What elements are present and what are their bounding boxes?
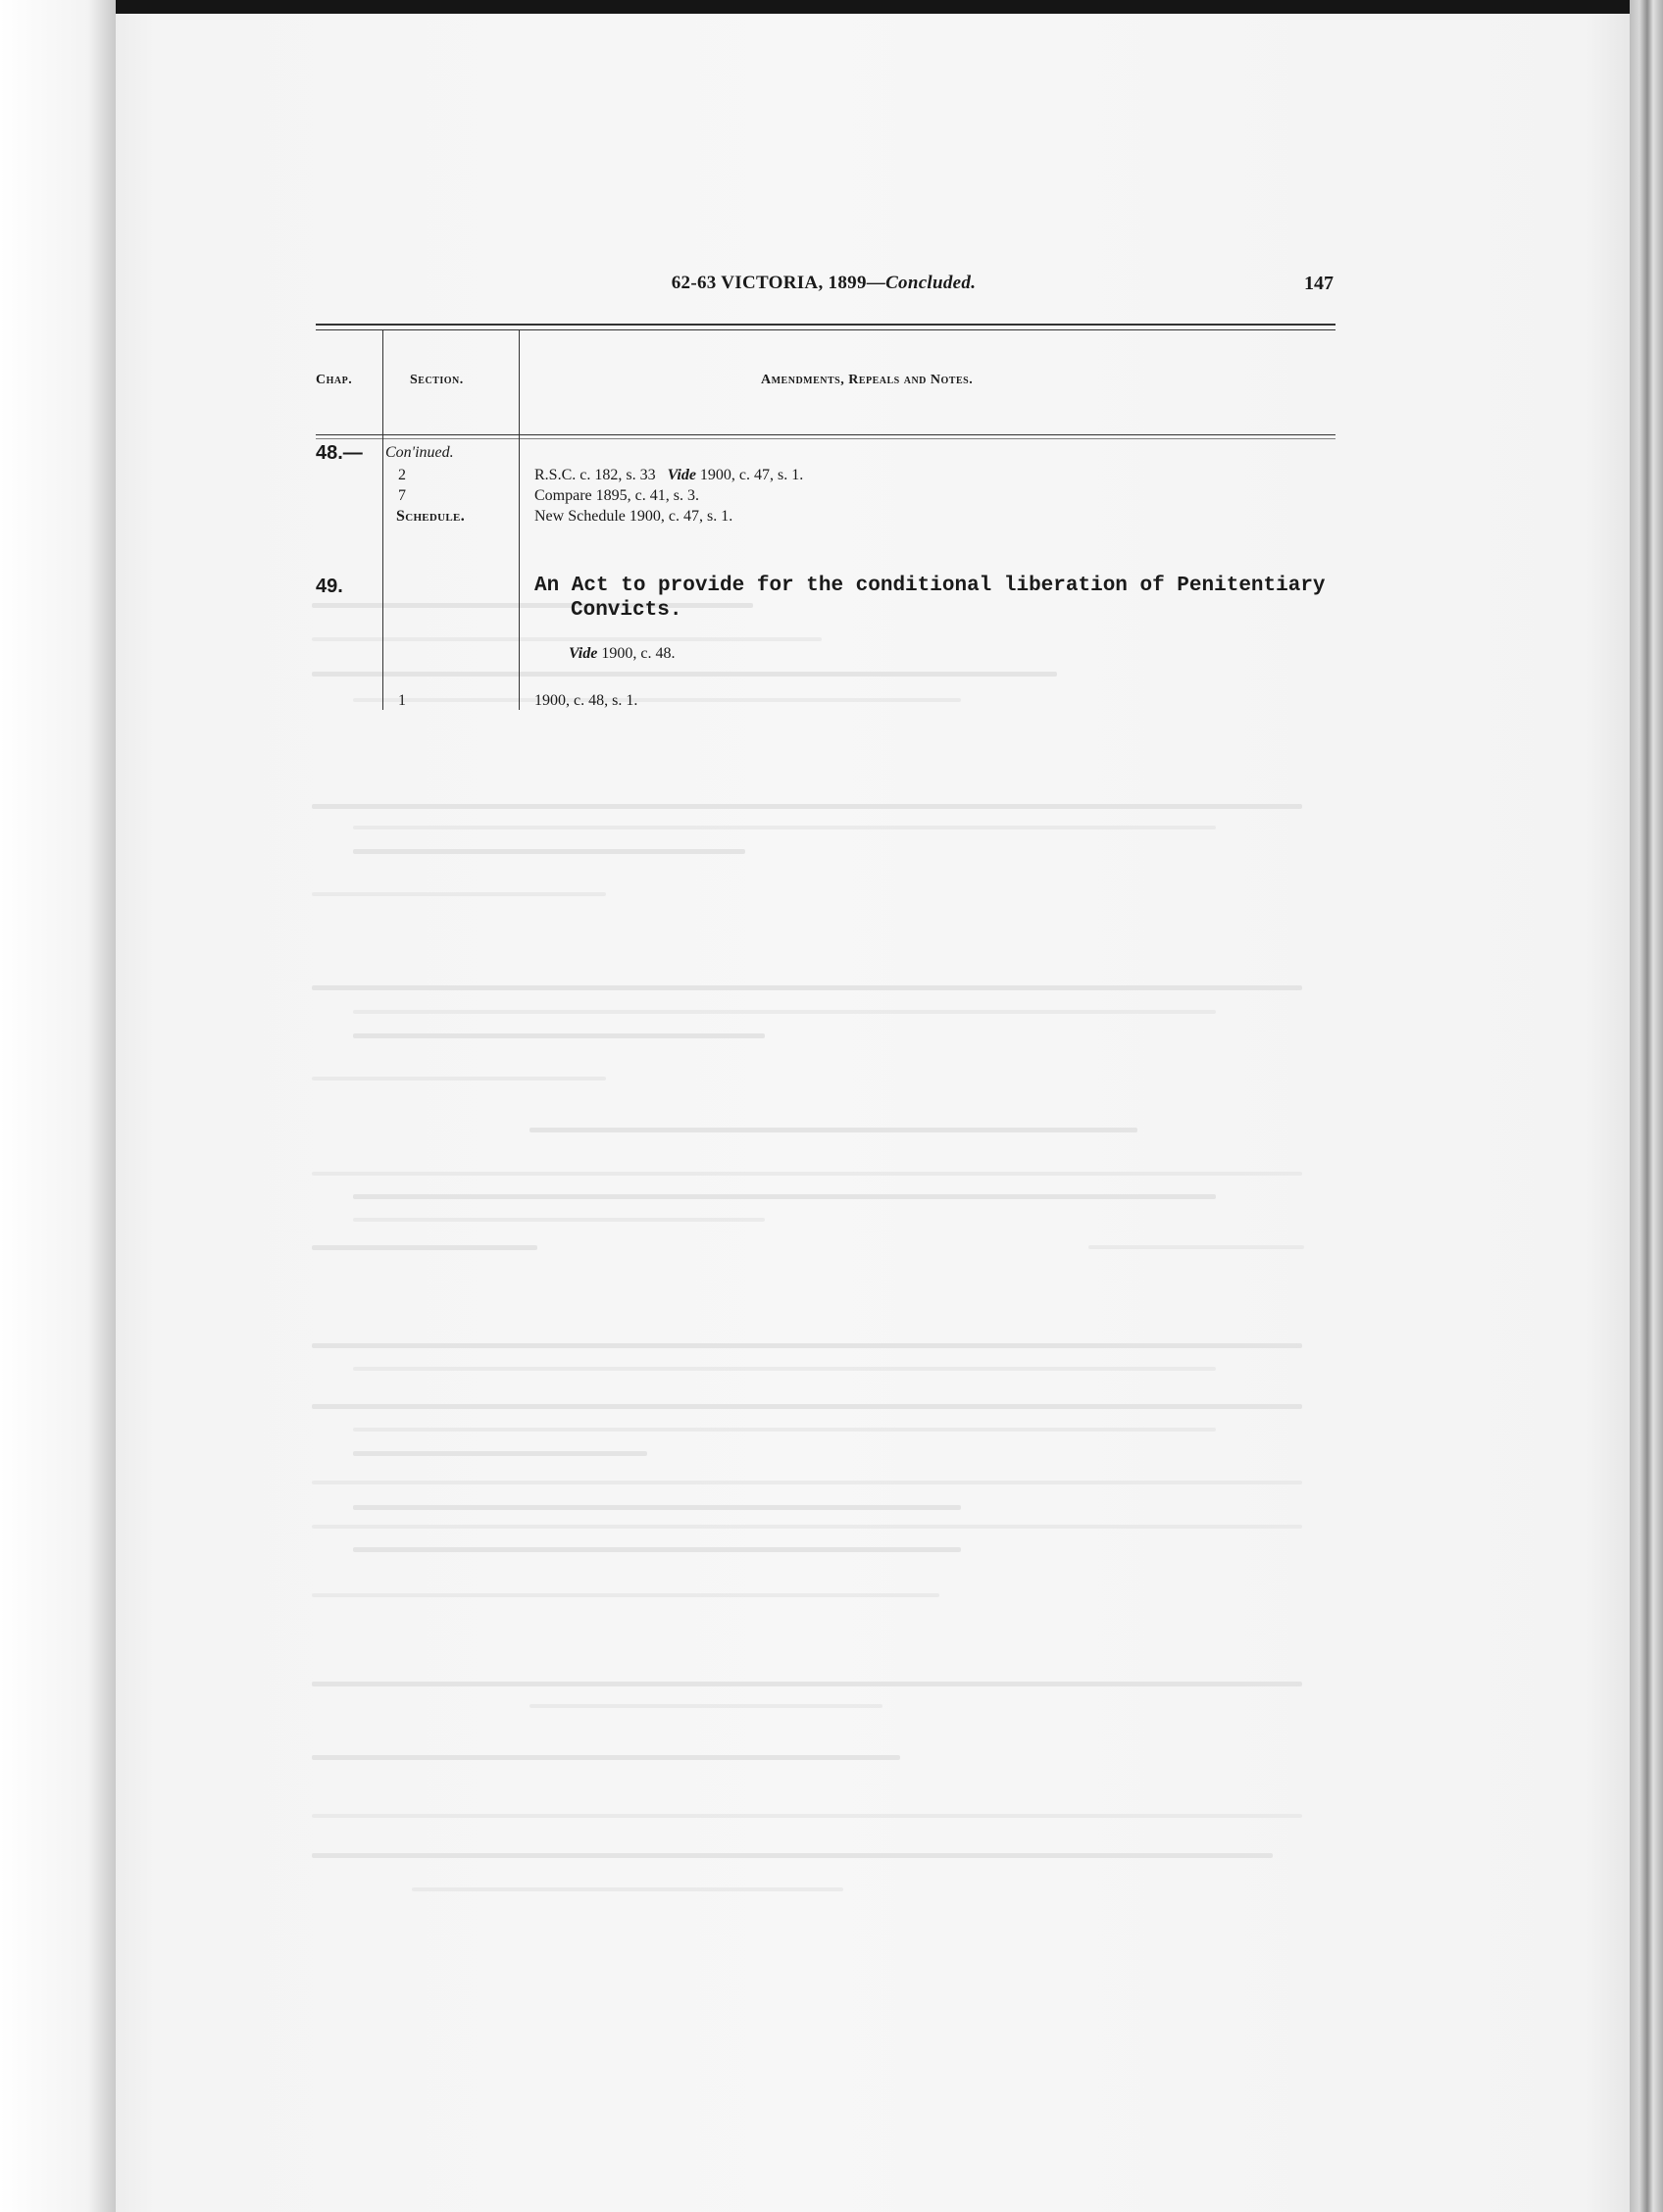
paper-sheet [116,14,1634,2212]
column-divider-chap [382,329,383,710]
chapter-number: 49. [316,576,343,597]
header-double-rule-top [316,324,1335,326]
amendment-note: New Schedule 1900, c. 47, s. 1. [534,508,733,525]
header-rule-under-thin [316,438,1335,439]
amendment-note: 1900, c. 48, s. 1. [534,692,638,709]
act-title [534,574,1338,623]
amendment-note: Compare 1895, c. 41, s. 3. [534,487,699,504]
vide-reference: 1900, c. 47, s. 1. [699,467,804,483]
vide-label: Vide [667,467,696,483]
running-title [314,273,1334,294]
act-title-line-1: An Act to provide for the conditional liberation of Penitentiary [534,575,1326,597]
act-title-line-2: Convicts. [571,599,682,622]
column-header-chap: Chap. [316,373,353,387]
page-number: 147 [1304,273,1334,294]
section-number: 2 [398,467,406,483]
section-schedule: Schedule. [396,508,465,525]
column-header-section: Section. [410,373,464,387]
vide-note [569,645,675,663]
vide-reference: 1900, c. 48. [601,645,676,662]
running-title-italic: Concluded. [885,273,977,293]
header-rule-under [316,434,1335,435]
continued-label: Con'inued. [385,444,454,461]
running-title-text: 62-63 VICTORIA, 1899— [671,273,886,293]
column-divider-section [519,329,520,710]
vide-label: Vide [569,645,598,662]
scan-left-margin [0,0,116,2212]
amendment-note [534,467,803,484]
header-double-rule-bottom [316,329,1335,330]
section-number: 1 [398,692,406,709]
section-number: 7 [398,487,406,504]
scan-top-border [0,0,1663,14]
chapter-number: 48.— [316,442,363,464]
column-header-notes: Amendments, Repeals and Notes. [761,373,974,387]
running-head [314,273,1334,302]
book-edge [1630,0,1663,2212]
note-text: R.S.C. c. 182, s. 33 [534,467,656,483]
